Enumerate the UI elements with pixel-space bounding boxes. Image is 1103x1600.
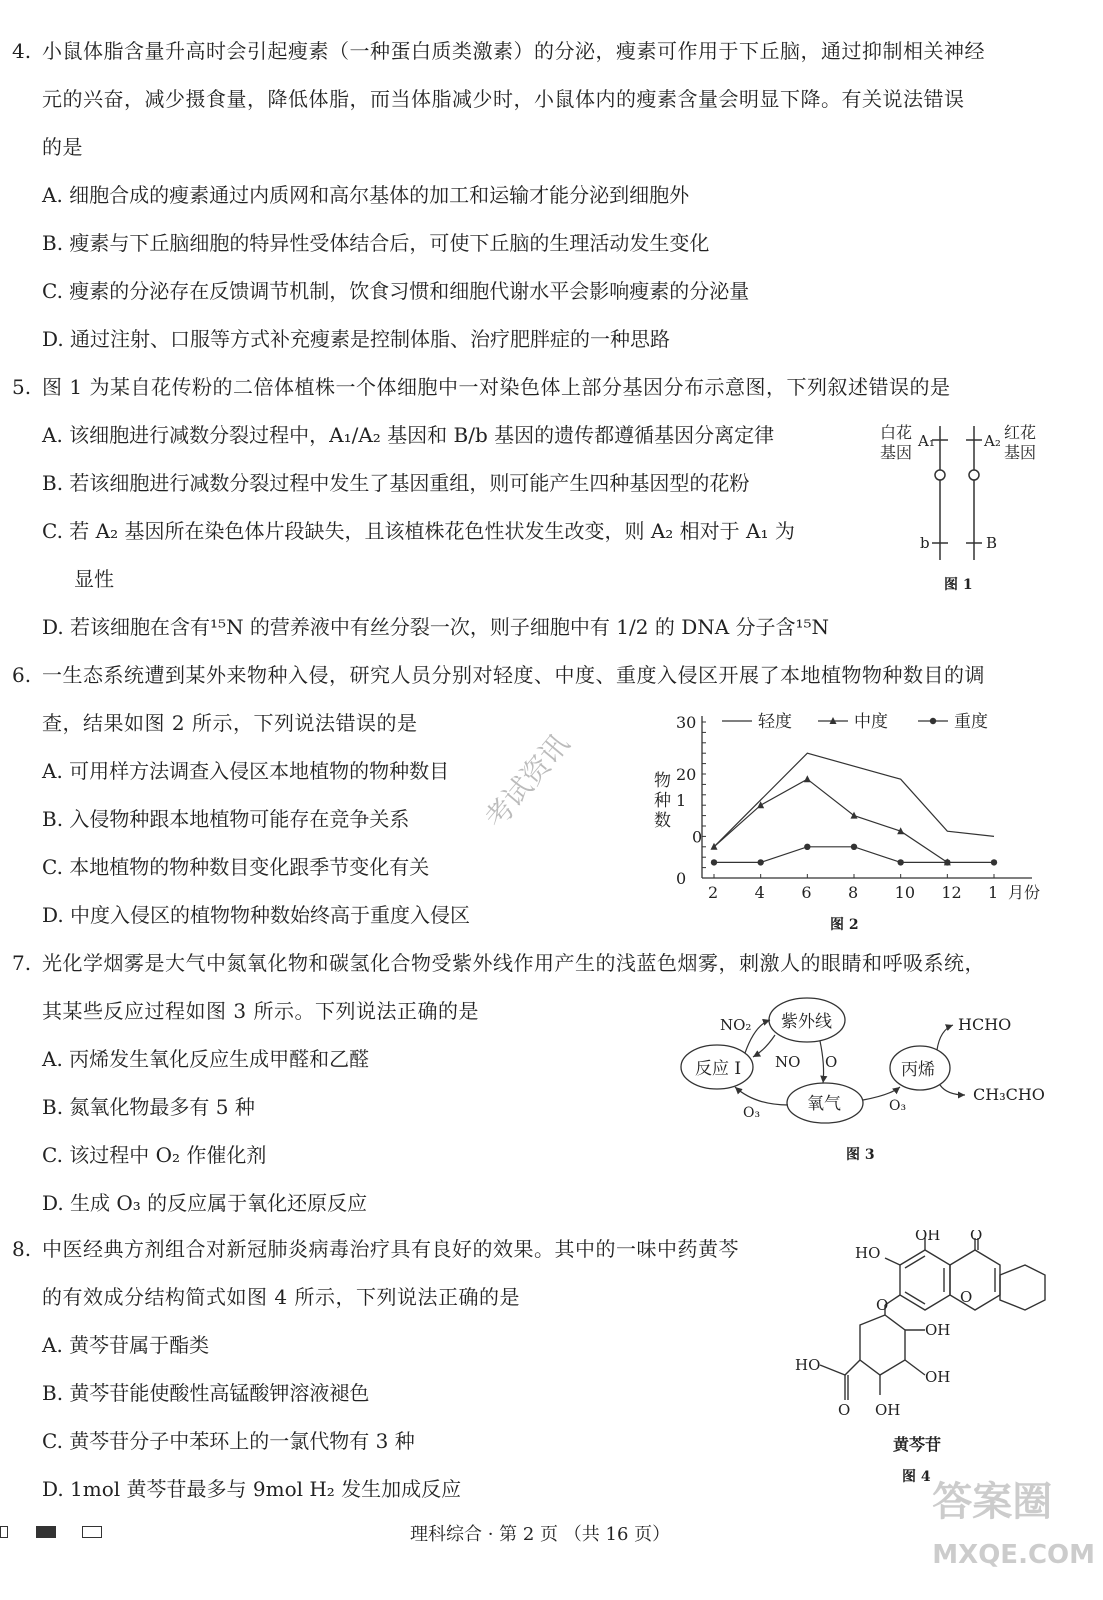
q7-number: 7.	[12, 951, 32, 975]
q8-stem-line2: 的有效成分结构简式如图 4 所示，下列说法正确的是	[42, 1285, 520, 1309]
q4-option-d: D. 通过注射、口服等方式补充瘦素是控制体脂、治疗肥胖症的一种思路	[42, 327, 671, 351]
figure-2-line-chart	[640, 700, 1060, 910]
footer-square-2	[36, 1526, 56, 1538]
fig2-xtick-label: 8	[848, 883, 859, 902]
q7-stem-line2: 其某些反应过程如图 3 所示。下列说法正确的是	[42, 999, 479, 1023]
q5-option-a: A. 该细胞进行减数分裂过程中，A₁/A₂ 基因和 B/b 基因的遗传都遵循基因分离定律	[42, 423, 775, 447]
q8-option-a: A. 黄芩苷属于酯类	[42, 1333, 210, 1357]
footer-square-1	[0, 1526, 8, 1538]
footer-square-3	[82, 1526, 102, 1538]
fig2-ytick-label: 0	[692, 827, 703, 847]
fig2-ylabel-char: 物	[654, 771, 671, 791]
q7-option-d: D. 生成 O₃ 的反应属于氧化还原反应	[42, 1191, 368, 1215]
fig2-xtick-label: 6	[801, 883, 812, 902]
fig1-red-label-1: 红花	[1004, 423, 1037, 442]
q7-stem-line1: 光化学烟雾是大气中氮氧化物和碳氢化合物受紫外线作用产生的浅蓝色烟雾，刺激人的眼睛和呼吸系统，	[42, 951, 985, 975]
q4-number: 4.	[12, 39, 32, 63]
fig2-ytick-label: 20	[676, 765, 697, 784]
fig4-oh-right-label: OH	[925, 1368, 951, 1386]
fig2-point	[804, 775, 811, 782]
q8-option-b: B. 黄芩苷能使酸性高锰酸钾溶液褪色	[42, 1381, 370, 1405]
fig2-legend-label: 重度	[954, 712, 988, 732]
q5-number: 5.	[12, 375, 32, 399]
fig2-xtick-label: 1	[988, 883, 999, 902]
fig1-caption: 图 1	[944, 577, 973, 593]
fig2-xtick-label: 4	[754, 883, 765, 902]
q6-number: 6.	[12, 663, 32, 687]
fig3-oxygen-label: 氧气	[807, 1094, 841, 1114]
q4-stem-line3: 的是	[42, 135, 83, 159]
q8-stem-line1: 中医经典方剂组合对新冠肺炎病毒治疗具有良好的效果。其中的一味中药黄芩	[42, 1237, 739, 1261]
q8-number: 8.	[12, 1237, 32, 1261]
fig2-point	[851, 812, 858, 819]
fig2-xtick-label: 2	[708, 883, 719, 902]
q6-option-a: A. 可用样方法调查入侵区本地植物的物种数目	[42, 759, 450, 783]
fig1-a2-label: A₂	[984, 432, 1001, 450]
q7-option-a: A. 丙烯发生氧化反应生成甲醛和乙醛	[42, 1047, 370, 1071]
fig2-point	[944, 859, 950, 865]
figure-1-chromosome-diagram	[870, 418, 1050, 598]
q5-option-c-cont: 显性	[74, 567, 114, 591]
fig1-centromere-left	[935, 470, 945, 480]
fig4-oh-bottom-label: OH	[875, 1401, 901, 1419]
fig4-caption: 图 4	[902, 1469, 931, 1485]
fig2-legend-label: 中度	[854, 712, 888, 732]
fig3-no-label: NO	[775, 1053, 801, 1071]
q5-option-b: B. 若该细胞进行减数分裂过程中发生了基因重组，则可能产生四种基因型的花粉	[42, 471, 750, 495]
q6-stem-line2: 查，结果如图 2 所示，下列说法错误的是	[42, 711, 418, 735]
fig2-legend-marker	[930, 718, 936, 724]
figure-4-baicalin-structure	[790, 1230, 1050, 1430]
fig2-point	[757, 859, 763, 865]
fig4-ho-acid-label: HO	[795, 1356, 821, 1374]
fig3-o3-left-label: O₃	[743, 1105, 761, 1121]
q4-option-a: A. 细胞合成的瘦素通过内质网和高尔基体的加工和运输才能分泌到细胞外	[42, 183, 690, 207]
q6-option-d: D. 中度入侵区的植物物种数始终高于重度入侵区	[42, 903, 471, 927]
q8-option-d: D. 1mol 黄芩苷最多与 9mol H₂ 发生加成反应	[42, 1477, 462, 1501]
fig4-ho-label: HO	[855, 1244, 881, 1262]
q4-stem-line1: 小鼠体脂含量升高时会引起瘦素（一种蛋白质类激素）的分泌，瘦素可作用于下丘脑，通过抑制相关神经	[42, 39, 985, 63]
fig2-point	[897, 859, 903, 865]
fig3-caption: 图 3	[846, 1147, 875, 1163]
fig2-point	[804, 844, 810, 850]
fig3-ch3cho-label: CH₃CHO	[973, 1085, 1045, 1104]
fig1-red-label-2: 基因	[1004, 443, 1037, 462]
fig4-o-ring-label: O	[960, 1288, 973, 1306]
fig2-ytick-label: 30	[676, 713, 697, 732]
q7-option-b: B. 氮氧化物最多有 5 种	[42, 1095, 255, 1119]
fig3-hcho-label: HCHO	[958, 1015, 1012, 1034]
fig4-oh-mid-label: OH	[925, 1321, 951, 1339]
q5-stem: 图 1 为某自花传粉的二倍体植株一个体细胞中一对染色体上部分基因分布示意图，下列叙述错误的是	[42, 375, 951, 399]
fig2-ytick-label: 1	[676, 791, 687, 810]
fig4-o-carbonyl-label: O	[970, 1230, 983, 1244]
site-logo-mark: 答案圈 MXQE.COM	[932, 1479, 1095, 1570]
fig3-no2-label: NO₂	[720, 1016, 752, 1034]
fig2-xtick-label: 12	[941, 883, 962, 902]
fig4-name: 黄芩苷	[893, 1435, 942, 1454]
fig3-o-label: O	[825, 1053, 838, 1071]
q4-option-c: C. 瘦素的分泌存在反馈调节机制，饮食习惯和细胞代谢水平会影响瘦素的分泌量	[42, 279, 750, 303]
fig1-b-lower-label: b	[920, 534, 930, 552]
fig4-o-link-label: O	[876, 1296, 889, 1314]
fig1-centromere-right	[969, 470, 979, 480]
fig2-series-line-0	[714, 753, 994, 847]
fig2-caption: 图 2	[830, 917, 859, 933]
fig3-uv-label: 紫外线	[781, 1012, 832, 1032]
fig2-legend-label: 轻度	[758, 712, 792, 732]
fig2-point	[851, 844, 857, 850]
q6-stem-line1: 一生态系统遭到某外来物种入侵，研究人员分别对轻度、中度、重度入侵区开展了本地植物物种数目的调	[42, 663, 985, 687]
fig2-point	[711, 859, 717, 865]
q6-option-b: B. 入侵物种跟本地植物可能存在竞争关系	[42, 807, 410, 831]
footer-page-label: 理科综合 · 第 2 页 （共 16 页）	[410, 1524, 671, 1545]
fig3-o3-right-label: O₃	[889, 1098, 907, 1114]
fig1-b-upper-label: B	[986, 534, 998, 552]
watermark-text: 考试资讯	[478, 727, 576, 835]
fig3-reaction1-label: 反应 I	[695, 1059, 742, 1079]
fig2-xlabel: 月份	[1008, 883, 1041, 902]
fig2-ytick-label: 0	[676, 869, 687, 888]
q7-option-c: C. 该过程中 O₂ 作催化剂	[42, 1143, 267, 1167]
q8-option-c: C. 黄芩苷分子中苯环上的一氯代物有 3 种	[42, 1429, 415, 1453]
fig1-white-label-1: 白花	[880, 423, 913, 442]
q4-option-b: B. 瘦素与下丘脑细胞的特异性受体结合后，可使下丘脑的生理活动发生变化	[42, 231, 710, 255]
fig2-point	[991, 859, 997, 865]
fig3-propene-label: 丙烯	[901, 1060, 935, 1080]
fig4-oh-top-label: OH	[915, 1230, 941, 1244]
q4-stem-line2: 元的兴奋，减少摄食量，降低体脂，而当体脂减少时，小鼠体内的瘦素含量会明显下降。有关说法错误	[42, 87, 965, 111]
fig1-a1-label: A₁	[918, 432, 935, 450]
q5-option-c: C. 若 A₂ 基因所在染色体片段缺失，且该植株花色性状发生改变，则 A₂ 相对于 A₁ 为	[42, 519, 795, 543]
fig4-o-acid-label: O	[838, 1401, 851, 1419]
q6-option-c: C. 本地植物的物种数目变化跟季节变化有关	[42, 855, 430, 879]
fig2-xtick-label: 10	[894, 883, 916, 902]
fig2-ylabel-char: 种	[654, 791, 671, 811]
fig1-white-label-2: 基因	[880, 443, 913, 462]
q5-option-d: D. 若该细胞在含有¹⁵N 的营养液中有丝分裂一次，则子细胞中有 1/2 的 DNA 分子含¹⁵N	[42, 615, 830, 639]
fig2-ylabel-char: 数	[654, 811, 671, 831]
figure-3-reaction-diagram	[675, 995, 1055, 1135]
